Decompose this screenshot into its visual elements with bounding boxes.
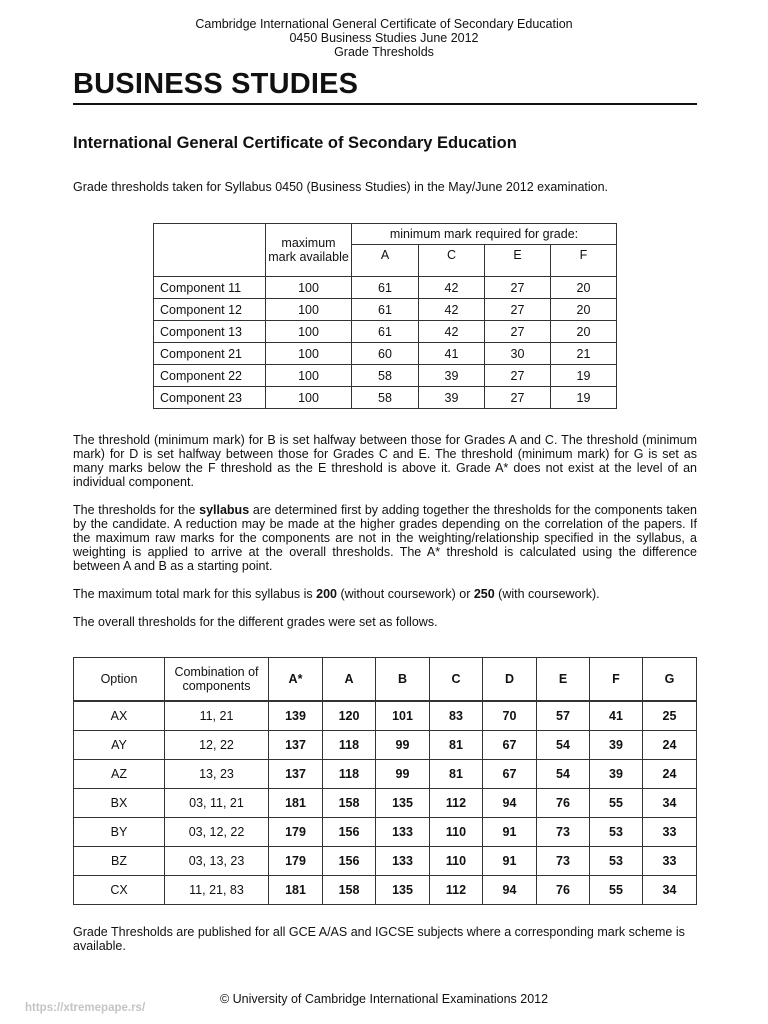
footer-note: Grade Thresholds are published for all GCE A/AS and IGCSE subjects where a corresponding mark scheme is available.	[73, 925, 685, 953]
combination: 03, 12, 22	[165, 818, 269, 847]
grade-c: 39	[419, 387, 485, 409]
combination: 03, 13, 23	[165, 847, 269, 876]
max-with-coursework: 250	[473, 587, 495, 601]
grade-value: 181	[269, 876, 323, 905]
grade-f: 19	[551, 387, 617, 409]
grade-value: 33	[643, 847, 697, 876]
grade-value: 139	[269, 701, 323, 731]
grade-value: 110	[430, 818, 483, 847]
option-code: AX	[74, 701, 165, 731]
grade-value: 73	[537, 818, 590, 847]
table-row	[74, 760, 697, 789]
table-row	[154, 321, 617, 343]
component-name: Component 22	[154, 365, 266, 387]
component-thresholds-table	[153, 223, 617, 409]
grade-value: 101	[376, 701, 430, 731]
grade-value: 57	[537, 701, 590, 731]
grade-value: 156	[323, 818, 376, 847]
option-code: AY	[74, 731, 165, 760]
component-name: Component 21	[154, 343, 266, 365]
grade-value: 158	[323, 789, 376, 818]
max-mark: 100	[266, 299, 352, 321]
component-name: Component 23	[154, 387, 266, 409]
table-row	[74, 876, 697, 905]
grade-value: 53	[590, 847, 643, 876]
grade-e: 27	[485, 277, 551, 299]
grade-e: 27	[485, 387, 551, 409]
grade-value: 158	[323, 876, 376, 905]
max-total-paragraph: The maximum total mark for this syllabus is 200 (without coursework) or 250 (with coursework).	[73, 587, 600, 601]
grade-header-e: E	[485, 245, 551, 277]
syllabus-emphasis: syllabus	[199, 503, 250, 517]
grade-c: 42	[419, 321, 485, 343]
grade-value: 156	[323, 847, 376, 876]
watermark-link[interactable]: https://xtremepape.rs/	[25, 1002, 146, 1014]
grade-header-a: A	[352, 245, 419, 277]
grade-value: 34	[643, 789, 697, 818]
grade-value: 118	[323, 731, 376, 760]
grade-value: 179	[269, 847, 323, 876]
grade-c: 42	[419, 277, 485, 299]
grade-value: 81	[430, 731, 483, 760]
grade-header-astar: A*	[269, 658, 323, 702]
grade-value: 99	[376, 760, 430, 789]
combination: 12, 22	[165, 731, 269, 760]
grade-value: 76	[537, 876, 590, 905]
combination-header: Combination of components	[165, 658, 269, 702]
option-header: Option	[74, 658, 165, 702]
grade-a: 61	[352, 277, 419, 299]
grade-value: 81	[430, 760, 483, 789]
grade-header-b: B	[376, 658, 430, 702]
grade-f: 20	[551, 277, 617, 299]
grade-e: 30	[485, 343, 551, 365]
grade-value: 112	[430, 789, 483, 818]
combination: 11, 21	[165, 701, 269, 731]
grade-value: 24	[643, 760, 697, 789]
grade-f: 20	[551, 299, 617, 321]
grade-value: 54	[537, 760, 590, 789]
grade-value: 39	[590, 731, 643, 760]
blank-header-cell	[154, 224, 266, 277]
page-subtitle: International General Certificate of Secondary Education	[73, 134, 517, 152]
grade-header-d: D	[483, 658, 537, 702]
grade-value: 135	[376, 789, 430, 818]
grade-value: 76	[537, 789, 590, 818]
table-row	[74, 731, 697, 760]
grade-a: 60	[352, 343, 419, 365]
grade-a: 61	[352, 299, 419, 321]
grade-c: 41	[419, 343, 485, 365]
table-row	[154, 343, 617, 365]
component-name: Component 13	[154, 321, 266, 343]
option-thresholds-table	[73, 657, 697, 905]
grade-value: 39	[590, 760, 643, 789]
grade-header-f: F	[590, 658, 643, 702]
page-title: BUSINESS STUDIES	[73, 68, 359, 100]
grade-value: 67	[483, 731, 537, 760]
min-mark-header: minimum mark required for grade:	[352, 224, 617, 245]
max-mark: 100	[266, 387, 352, 409]
grade-value: 67	[483, 760, 537, 789]
intro-text: Grade thresholds taken for Syllabus 0450 (Business Studies) in the May/June 2012 examination.	[73, 180, 609, 194]
grade-value: 25	[643, 701, 697, 731]
grade-value: 135	[376, 876, 430, 905]
title-divider	[73, 103, 697, 105]
grade-a: 58	[352, 387, 419, 409]
max-mark: 100	[266, 365, 352, 387]
grade-value: 118	[323, 760, 376, 789]
header-line-1: Cambridge International General Certificate of Secondary Education	[195, 17, 573, 31]
grade-value: 94	[483, 876, 537, 905]
combination: 03, 11, 21	[165, 789, 269, 818]
option-code: CX	[74, 876, 165, 905]
combination: 11, 21, 83	[165, 876, 269, 905]
grade-value: 55	[590, 876, 643, 905]
grade-f: 19	[551, 365, 617, 387]
grade-e: 27	[485, 321, 551, 343]
grade-value: 41	[590, 701, 643, 731]
grade-value: 179	[269, 818, 323, 847]
grade-f: 21	[551, 343, 617, 365]
grade-value: 133	[376, 847, 430, 876]
option-code: BX	[74, 789, 165, 818]
max-mark: 100	[266, 343, 352, 365]
copyright: © University of Cambridge International Examinations 2012	[219, 992, 549, 1006]
max-mark: 100	[266, 277, 352, 299]
grade-value: 53	[590, 818, 643, 847]
grade-value: 54	[537, 731, 590, 760]
component-name: Component 12	[154, 299, 266, 321]
table-row	[74, 701, 697, 731]
header-line-2: 0450 Business Studies June 2012	[289, 31, 479, 45]
table-row	[154, 299, 617, 321]
option-code: AZ	[74, 760, 165, 789]
grade-a: 61	[352, 321, 419, 343]
grade-value: 91	[483, 818, 537, 847]
max-without-coursework: 200	[316, 587, 337, 601]
grade-c: 39	[419, 365, 485, 387]
grade-e: 27	[485, 299, 551, 321]
grade-value: 99	[376, 731, 430, 760]
grade-header-c: C	[430, 658, 483, 702]
grade-header-c: C	[419, 245, 485, 277]
grade-value: 91	[483, 847, 537, 876]
table-row	[154, 277, 617, 299]
combination: 13, 23	[165, 760, 269, 789]
grade-value: 83	[430, 701, 483, 731]
option-code: BY	[74, 818, 165, 847]
grade-value: 34	[643, 876, 697, 905]
syllabus-thresholds-paragraph: The thresholds for the syllabus are determined first by adding together the thresholds for the components taken by the candidate. A reduction may be made at the higher grades depending on the correlation of the papers. If the maximum raw marks for the components are not in the weighting/relationship specified in the syllabus, a weighting is applied to arrive at the overall thresholds. The A* threshold is calculated using the difference between A and B as a starting point.	[73, 503, 697, 573]
overall-thresholds-intro: The overall thresholds for the different grades were set as follows.	[73, 615, 438, 629]
grade-a: 58	[352, 365, 419, 387]
grade-header-e: E	[537, 658, 590, 702]
table-row	[74, 789, 697, 818]
grade-e: 27	[485, 365, 551, 387]
grade-value: 137	[269, 760, 323, 789]
max-mark: 100	[266, 321, 352, 343]
grade-value: 24	[643, 731, 697, 760]
grade-value: 55	[590, 789, 643, 818]
grade-c: 42	[419, 299, 485, 321]
grade-value: 110	[430, 847, 483, 876]
grade-value: 73	[537, 847, 590, 876]
grade-value: 120	[323, 701, 376, 731]
option-code: BZ	[74, 847, 165, 876]
grade-value: 33	[643, 818, 697, 847]
grade-f: 20	[551, 321, 617, 343]
component-name: Component 11	[154, 277, 266, 299]
grade-header-f: F	[551, 245, 617, 277]
grade-value: 181	[269, 789, 323, 818]
grade-header-a: A	[323, 658, 376, 702]
table-row	[154, 387, 617, 409]
grade-value: 70	[483, 701, 537, 731]
table-row	[154, 365, 617, 387]
grade-value: 133	[376, 818, 430, 847]
table-row	[74, 818, 697, 847]
grade-value: 112	[430, 876, 483, 905]
grade-header-g: G	[643, 658, 697, 702]
table-row	[74, 847, 697, 876]
max-mark-header: maximum mark available	[266, 224, 352, 277]
grade-rules-paragraph: The threshold (minimum mark) for B is set halfway between those for Grades A and C. The threshold (minimum mark) for D is set halfway between those for Grades C and E. The threshold (minimum mark) for G is set as many marks below the F threshold as the E threshold is above it. Grade A* does not exist at the level of an individual component.	[73, 433, 697, 489]
grade-value: 137	[269, 731, 323, 760]
header-line-3: Grade Thresholds	[334, 45, 434, 59]
grade-value: 94	[483, 789, 537, 818]
